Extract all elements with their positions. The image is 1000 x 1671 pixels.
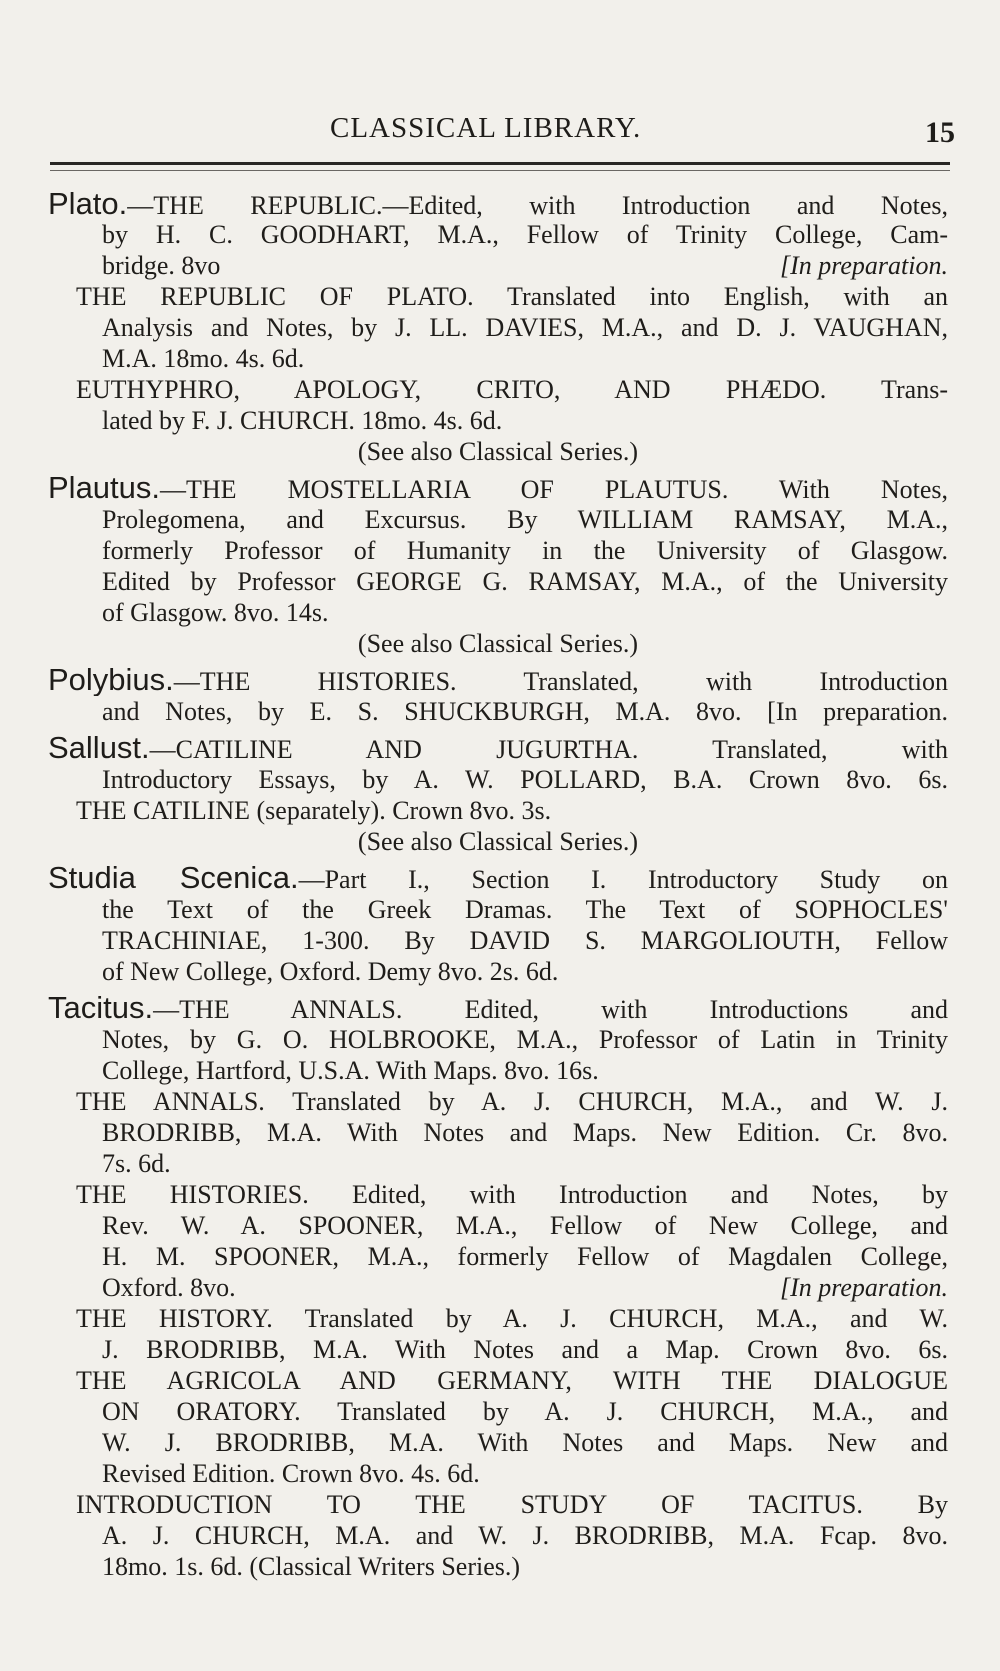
author-heading: Sallust. <box>48 731 150 764</box>
line-text: Oxford. 8vo. <box>102 1273 236 1302</box>
line-text: by H. C. GOODHART, M.A., Fellow of Trinity College, Cam- <box>102 220 948 249</box>
line-text: INTRODUCTION TO THE STUDY OF TACITUS. By <box>76 1490 948 1519</box>
author-heading: Plato. <box>48 188 128 219</box>
line-text: and Notes, by E. S. SHUCKBURGH, M.A. 8vo. [In preparation. <box>102 697 948 726</box>
catalogue-line <box>48 1489 948 1520</box>
line-text: Introductory Essays, by A. W. POLLARD, B.A. Crown 8vo. 6s. <box>102 765 948 794</box>
catalogue-line <box>48 1148 948 1179</box>
line-text: M.A. 18mo. 4s. 6d. <box>102 344 305 373</box>
catalogue-line <box>48 436 948 467</box>
catalogue-line <box>48 250 948 281</box>
catalogue-line <box>48 1334 948 1365</box>
line-text: formerly Professor of Humanity in the University of Glasgow. <box>102 536 948 565</box>
catalogue-line <box>48 219 948 250</box>
in-preparation-note: [In preparation. <box>779 1273 948 1302</box>
header-rule <box>50 162 950 165</box>
header-rule-thin <box>50 170 950 171</box>
catalogue-line <box>48 1055 948 1086</box>
catalogue-line <box>48 663 948 696</box>
line-text: —THE MOSTELLARIA OF PLAUTUS. With Notes, <box>160 475 948 504</box>
line-text: THE ANNALS. Translated by A. J. CHURCH, M.A., and W. J. <box>76 1087 948 1116</box>
catalogue-line <box>48 374 948 405</box>
author-heading: Studia Scenica. <box>48 861 299 894</box>
line-text: of New College, Oxford. Demy 8vo. 2s. 6d. <box>102 957 559 986</box>
catalogue-line <box>48 471 948 504</box>
catalogue-line <box>48 1458 948 1489</box>
line-text: THE HISTORIES. Edited, with Introduction and Notes, by <box>76 1180 948 1209</box>
catalogue-line <box>48 1179 948 1210</box>
author-heading: Plautus. <box>48 471 161 504</box>
page-number: 15 <box>925 116 955 149</box>
in-preparation-note: [In preparation. <box>779 251 948 280</box>
line-text: J. BRODRIBB, M.A. With Notes and a Map. Crown 8vo. 6s. <box>102 1335 948 1364</box>
catalogue-line <box>48 861 948 894</box>
catalogue-line <box>48 1241 948 1272</box>
catalogue-line <box>48 343 948 374</box>
author-heading: Polybius. <box>48 663 174 696</box>
running-head <box>0 112 1000 152</box>
line-text: —THE REPUBLIC.—Edited, with Introduction and Notes, <box>127 191 948 219</box>
catalogue-line <box>48 1303 948 1334</box>
line-text: Analysis and Notes, by J. LL. DAVIES, M.A., and D. J. VAUGHAN, <box>102 313 948 342</box>
catalogue-line <box>48 1210 948 1241</box>
line-text: College, Hartford, U.S.A. With Maps. 8vo. 16s. <box>102 1056 599 1085</box>
line-text: Notes, by G. O. HOLBROOKE, M.A., Professor of Latin in Trinity <box>102 1025 948 1054</box>
line-text: THE HISTORY. Translated by A. J. CHURCH, M.A., and W. <box>76 1304 948 1333</box>
catalogue-line <box>48 991 948 1024</box>
line-text: W. J. BRODRIBB, M.A. With Notes and Maps. New and <box>102 1428 948 1457</box>
catalogue-line <box>48 1117 948 1148</box>
line-text: ON ORATORY. Translated by A. J. CHURCH, M.A., and <box>102 1397 948 1426</box>
catalogue-line <box>48 597 948 628</box>
catalogue-line <box>48 1520 948 1551</box>
catalogue-line <box>48 504 948 535</box>
line-text: Revised Edition. Crown 8vo. 4s. 6d. <box>102 1459 480 1488</box>
line-text: 7s. 6d. <box>102 1149 171 1178</box>
line-text: —THE ANNALS. Edited, with Introductions and <box>153 995 948 1024</box>
catalogue-text <box>48 184 948 1582</box>
catalogue-line <box>48 826 948 857</box>
line-text: bridge. 8vo <box>102 251 221 280</box>
line-text: BRODRIBB, M.A. With Notes and Maps. New Edition. Cr. 8vo. <box>102 1118 948 1147</box>
catalogue-line <box>48 1396 948 1427</box>
catalogue-line <box>48 628 948 659</box>
line-text: TRACHINIAE, 1-300. By DAVID S. MARGOLIOUTH, Fellow <box>102 926 948 955</box>
line-text: Prolegomena, and Excursus. By WILLIAM RAMSAY, M.A., <box>102 505 948 534</box>
running-title: CLASSICAL LIBRARY. <box>330 112 642 144</box>
catalogue-line <box>48 1427 948 1458</box>
line-text: Rev. W. A. SPOONER, M.A., Fellow of New College, and <box>102 1211 948 1240</box>
line-text: H. M. SPOONER, M.A., formerly Fellow of Magdalen College, <box>102 1242 948 1271</box>
catalogue-line <box>48 1086 948 1117</box>
line-text: (See also Classical Series.) <box>357 827 639 856</box>
catalogue-line <box>48 894 948 925</box>
catalogue-line <box>48 956 948 987</box>
line-text: (See also Classical Series.) <box>357 629 639 658</box>
line-text: lated by F. J. CHURCH. 18mo. 4s. 6d. <box>102 406 503 435</box>
line-text: THE AGRICOLA AND GERMANY, WITH THE DIALOGUE <box>76 1366 948 1395</box>
catalogue-line <box>48 405 948 436</box>
catalogue-line <box>48 1365 948 1396</box>
catalogue-line <box>48 1024 948 1055</box>
catalogue-line <box>48 795 948 826</box>
catalogue-line <box>48 312 948 343</box>
line-text: —Part I., Section I. Introductory Study on <box>298 865 948 894</box>
line-text: Edited by Professor GEORGE G. RAMSAY, M.A., of the University <box>102 567 948 596</box>
catalogue-line <box>48 1551 948 1582</box>
catalogue-line <box>48 566 948 597</box>
line-text: THE CATILINE (separately). Crown 8vo. 3s. <box>76 796 552 825</box>
catalogue-line <box>48 535 948 566</box>
catalogue-line <box>48 696 948 727</box>
line-text: EUTHYPHRO, APOLOGY, CRITO, AND PHÆDO. Trans- <box>76 375 948 404</box>
catalogue-line <box>48 1272 948 1303</box>
author-heading: Tacitus. <box>48 991 154 1024</box>
line-text: —CATILINE AND JUGURTHA. Translated, with <box>149 735 948 764</box>
catalogue-line <box>48 925 948 956</box>
catalogue-line <box>48 731 948 764</box>
line-text: the Text of the Greek Dramas. The Text of SOPHOCLES' <box>102 895 948 924</box>
catalogue-line <box>48 764 948 795</box>
line-text: A. J. CHURCH, M.A. and W. J. BRODRIBB, M.A. Fcap. 8vo. <box>102 1521 948 1550</box>
line-text: (See also Classical Series.) <box>357 437 639 466</box>
catalogue-line <box>48 281 948 312</box>
line-text: of Glasgow. 8vo. 14s. <box>102 598 329 627</box>
line-text: 18mo. 1s. 6d. (Classical Writers Series.) <box>102 1552 521 1581</box>
line-text: THE REPUBLIC OF PLATO. Translated into English, with an <box>76 282 948 311</box>
catalogue-line <box>48 188 948 219</box>
line-text: —THE HISTORIES. Translated, with Introduction <box>173 667 948 696</box>
